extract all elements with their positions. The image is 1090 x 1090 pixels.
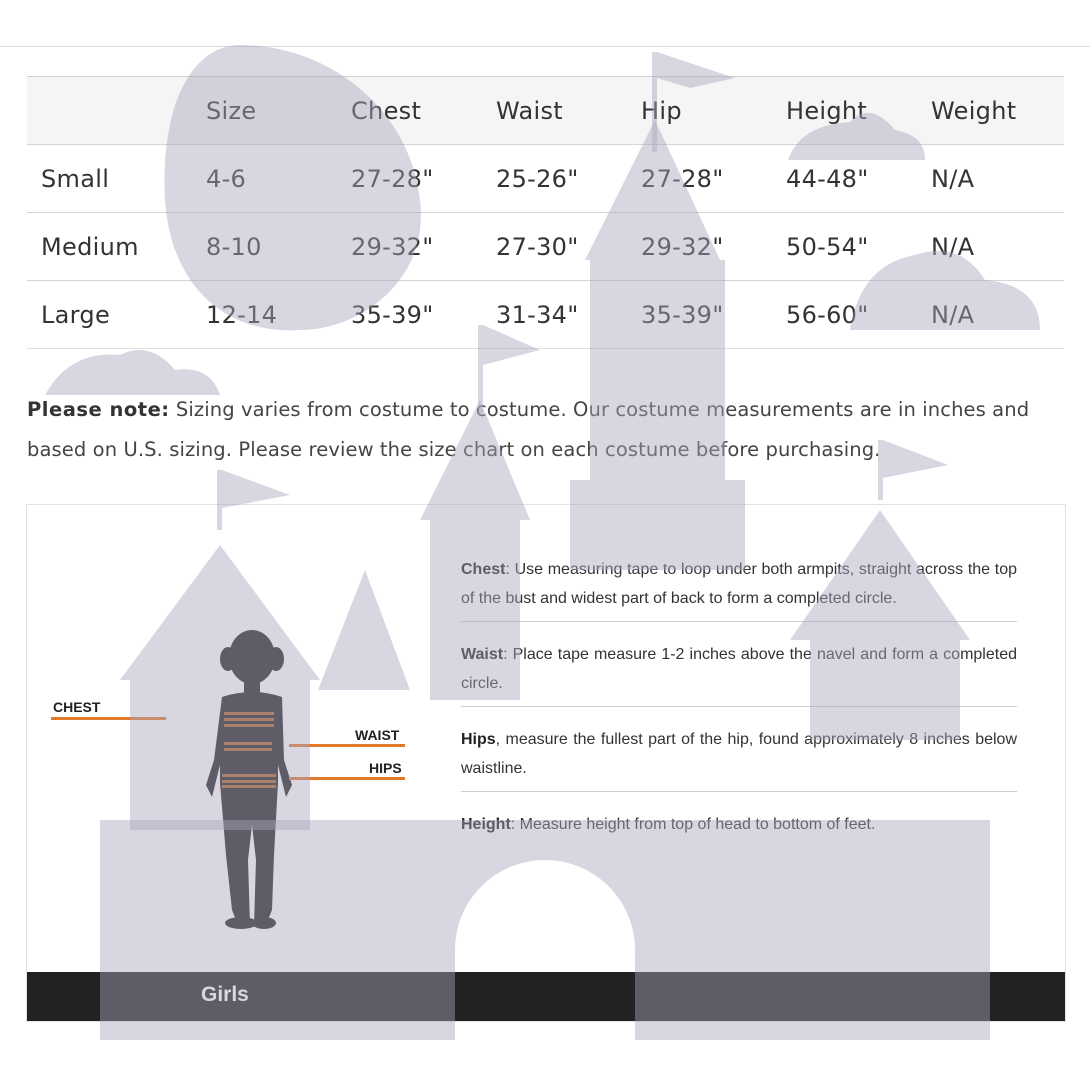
- girl-silhouette-icon: [192, 625, 312, 935]
- header-cell: [27, 77, 192, 145]
- hips-label: HIPS: [369, 760, 402, 776]
- table-cell: 4-6: [192, 145, 337, 213]
- table-cell: 35-39": [627, 281, 772, 349]
- table-cell: 12-14: [192, 281, 337, 349]
- table-cell: 35-39": [337, 281, 482, 349]
- table-row: [27, 213, 1064, 281]
- instruction-text: : Measure height from top of head to bottom of feet.: [510, 816, 876, 833]
- chest-label: CHEST: [53, 699, 101, 715]
- sizing-note: [27, 390, 1067, 470]
- table-cell: Medium: [27, 213, 192, 281]
- waist-line: [289, 744, 405, 747]
- table-cell: N/A: [917, 213, 1064, 281]
- table-cell: 31-34": [482, 281, 627, 349]
- table-cell: Small: [27, 145, 192, 213]
- header-size: Size: [192, 77, 337, 145]
- instruction-height: [461, 806, 1017, 847]
- top-divider: [0, 46, 1090, 47]
- table-cell: 27-28": [627, 145, 772, 213]
- chest-line: [51, 717, 166, 720]
- hips-line: [289, 777, 405, 780]
- note-text: Sizing varies from costume to costume. Our costume measurements are in inches and based on U.S. sizing. Please review the size chart on each costume before purchasing.: [27, 398, 1030, 461]
- instruction-hips: [461, 721, 1017, 792]
- instruction-term: Hips: [461, 731, 496, 748]
- instruction-chest: [461, 551, 1017, 622]
- size-chart-table: [27, 76, 1064, 349]
- instruction-text: : Use measuring tape to loop under both armpits, straight across the top of the bust and widest part of back to form a completed circle.: [461, 561, 1017, 607]
- table-header-row: [27, 77, 1064, 145]
- table-cell: N/A: [917, 145, 1064, 213]
- header-weight: Weight: [917, 77, 1064, 145]
- table-row: [27, 145, 1064, 213]
- header-chest: Chest: [337, 77, 482, 145]
- table-cell: 44-48": [772, 145, 917, 213]
- note-label: Please note:: [27, 398, 170, 421]
- table-cell: Large: [27, 281, 192, 349]
- instruction-term: Height: [461, 816, 511, 833]
- table-cell: 29-32": [337, 213, 482, 281]
- measurement-instructions: [461, 551, 1017, 861]
- instruction-term: Chest: [461, 561, 506, 578]
- table-cell: 27-30": [482, 213, 627, 281]
- measurement-guide: [26, 504, 1066, 1022]
- category-bar: [27, 972, 1065, 1021]
- table-cell: 50-54": [772, 213, 917, 281]
- instruction-text: , measure the fullest part of the hip, found approximately 8 inches below waistline.: [461, 731, 1017, 777]
- instruction-term: Waist: [461, 646, 504, 663]
- instruction-text: : Place tape measure 1-2 inches above the navel and form a completed circle.: [461, 646, 1017, 692]
- waist-label: WAIST: [355, 727, 400, 743]
- instruction-waist: [461, 636, 1017, 707]
- table-cell: 25-26": [482, 145, 627, 213]
- table-cell: N/A: [917, 281, 1064, 349]
- header-height: Height: [772, 77, 917, 145]
- header-waist: Waist: [482, 77, 627, 145]
- table-row: [27, 281, 1064, 349]
- table-cell: 29-32": [627, 213, 772, 281]
- table-cell: 27-28": [337, 145, 482, 213]
- table-cell: 56-60": [772, 281, 917, 349]
- header-hip: Hip: [627, 77, 772, 145]
- table-cell: 8-10: [192, 213, 337, 281]
- category-label: Girls: [201, 983, 249, 1006]
